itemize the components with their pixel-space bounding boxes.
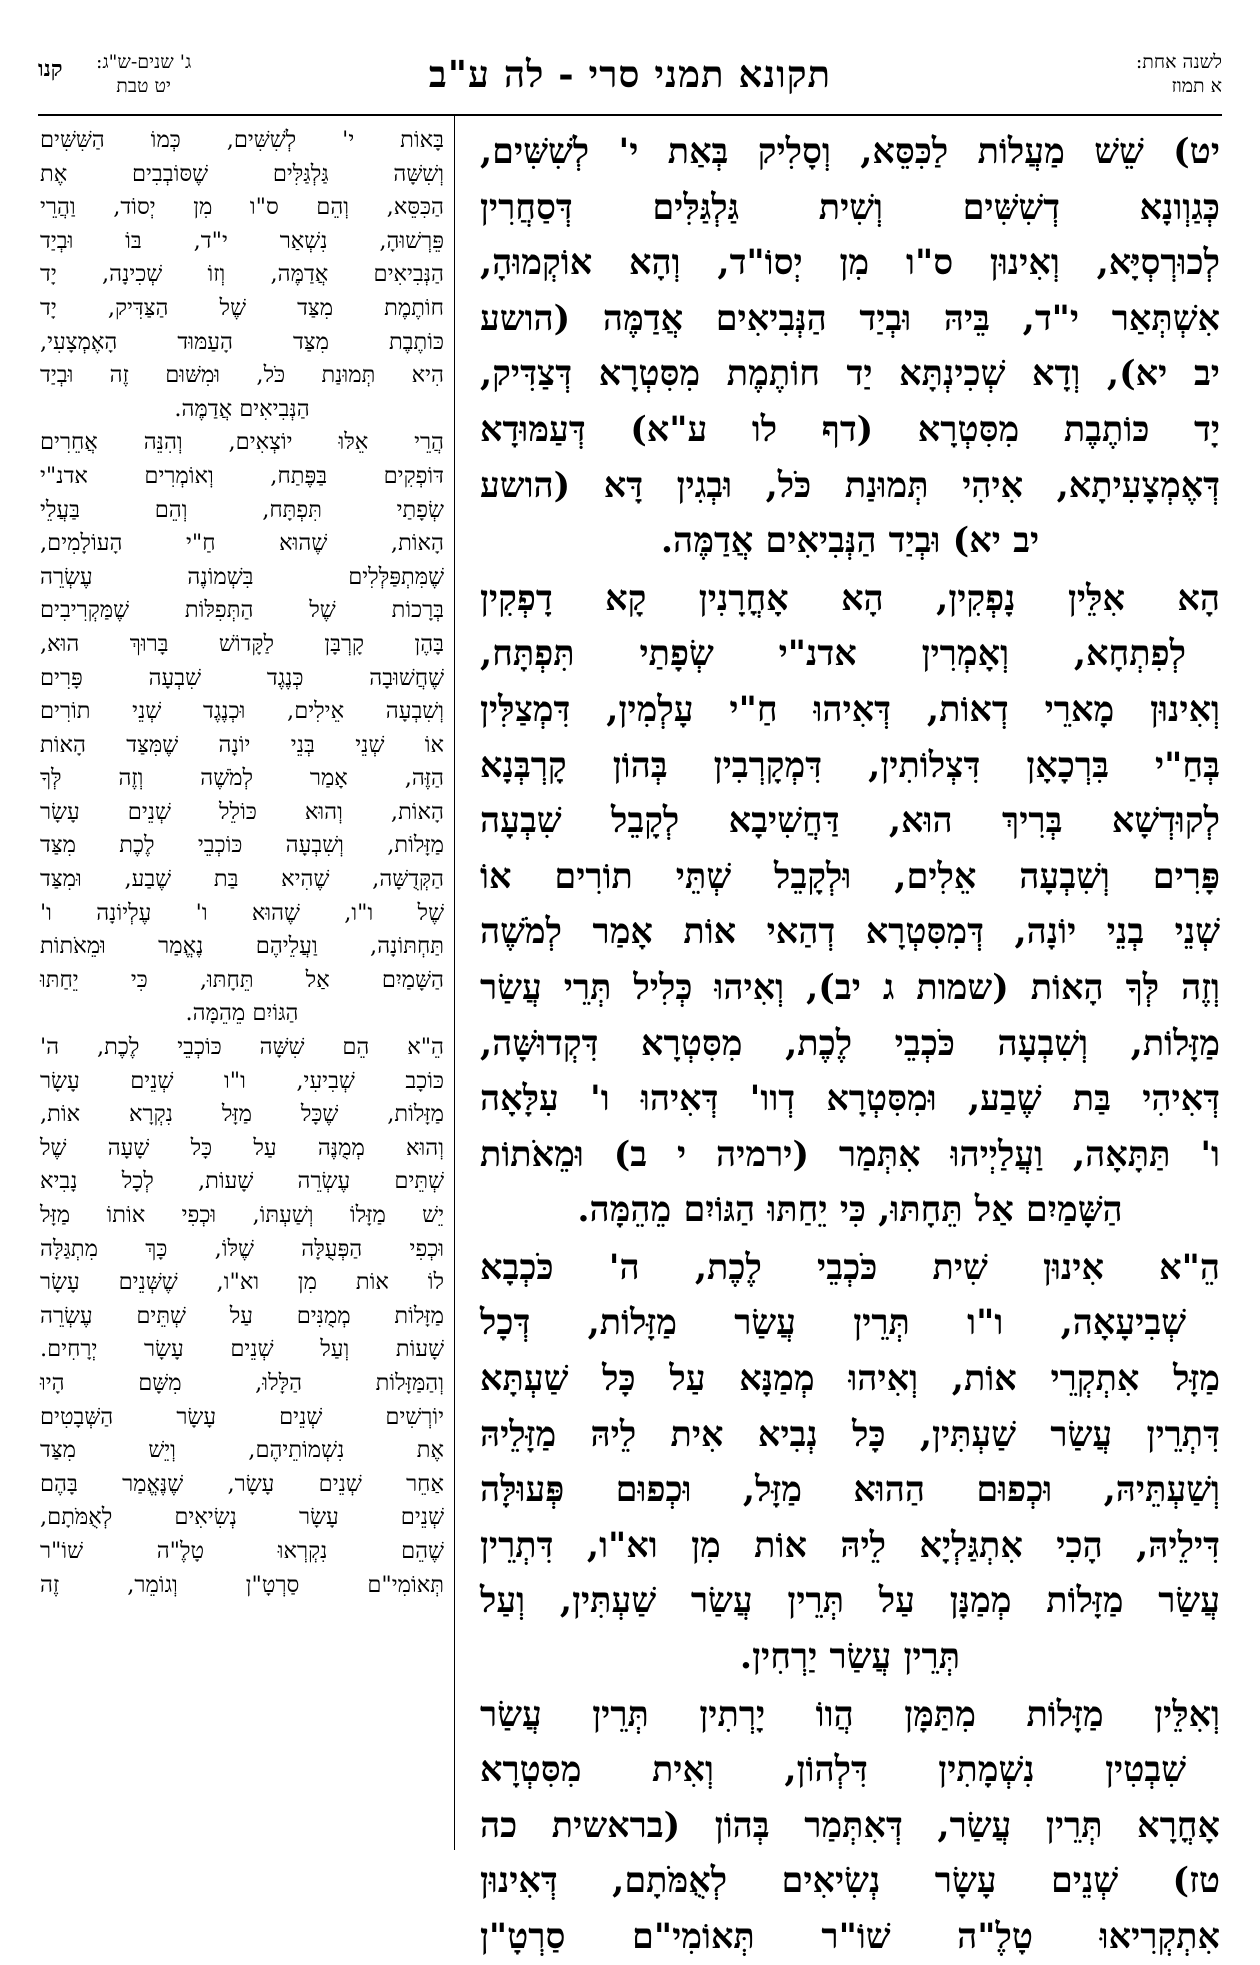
commentary-line: אַחֵר שְׁנֵים עָשָׂר, שֶׁנֶּאֱמַר בָּהֶם [40,1470,444,1497]
main-text-line: לְכוּרְסְיָּא, וְאִינוּן ס"ו מִן יְסוֹ"ד, וְהָא אוֹקְמוּהָ, [480,242,1220,284]
main-text-line: וְאִינוּן מָארֵי דְאוֹת, דְּאִיהוּ חַ"י עָלְמִין, דִּמְצַלִּין [480,688,1220,730]
main-text-line: אִתְקְרִיאוּ טָלֶ"ה שׁוֹ"ר תְּאוֹמִי"ם סַרְטָ"ן [480,1916,1220,1957]
page-number: קנו [38,56,63,82]
commentary-line: דּוֹפְקִים בַּפֶּתַח, וְאוֹמְרִים אדנ"י [40,462,444,489]
commentary-line: וְהַמַּזָּלוֹת הַלָּלוּ, מִשָּׁם הָיוּ [40,1369,444,1396]
main-text-line: שְׁנֵי בְנֵי יוֹנָה, דְּמִסִּטְרָא דְהַאי אוֹת אָמַר לְמֹשֶׁה [480,911,1220,953]
main-text-line: טז) שְׁנֵים עָשָׂר נְשִׂיאִים לְאֻמֹּתָם, דְּאִינוּן [480,1860,1220,1902]
main-text-line: לְקוּדְשָׁא בְּרִיךְ הוּא, דַּחֲשִׁיבָא לְקָבֵל שִׁבְעָה [480,800,1220,842]
main-text-line: ו' תַּתָּאָה, וַעֲלַיְיהוּ אִתְּמַר (ירמיה י ב) וּמֵאֹתוֹת [480,1133,1220,1175]
main-text-line: וְאִלֵּין מַזָּלוֹת מִתַּמָּן הֲווֹ יָרְתִין תְּרֵין עֲשַׂר [480,1693,1220,1735]
main-text-line: הֵ"א אִינוּן שִׁית כֹּכְבֵי לֶכֶת, ה' כֹּכְבָא [480,1246,1220,1288]
main-text-line: כְּגַוְונָא דְשִׁשִּׁים וְשִׁית גַּלְגַּלִּים דְּסַחֲרִין [480,186,1220,228]
main-text-line: הָא אִלֵּין נָפְקִין, הָא אָחֳרָנִין קָא דָפְקִין [480,577,1220,619]
main-text-line: בְּחַ"י בִּרְכָאָן דִּצְלוֹתִין, דִּמְקָרְבִין בְּהוֹן קָרְבְּנָא [480,744,1220,786]
main-text-line: מַזָּל אִתְקְרֵי אוֹת, וְאִיהוּ מְמַנָּא עַל כָּל שַׁעְתָּא [480,1358,1220,1400]
commentary-line: וּכְפִי הַפְּעֻלָּה שֶׁלּוֹ, כָּךְ מִתְגַּלָּה [40,1235,444,1262]
commentary-line: מַזָּלוֹת, וְשִׁבְעָה כּוֹכְבֵי לֶכֶת מִצַּד [40,832,444,859]
commentary-line: הַנְּבִיאִים אֲדַמֶּה, וְזוֹ שְׁכִינָה, יָד [40,261,444,288]
commentary-line: אֶת נִשְׁמוֹתֵיהֶם, וְיֵשׁ מִצַּד [40,1437,444,1464]
commentary-line: וְשִׁשָּׁה גַּלְגַּלִּים שֶׁסּוֹבְבִים אֶת [40,160,444,187]
commentary-line: לוֹ אוֹת מִן וא"ו, שֶׁשְּׁנֵים עָשָׂר [40,1269,444,1296]
main-text-line: מַזָּלוֹת, וְשִׁבְעָה כֹּכְבֵי לֶכֶת, מִסִּטְרָא דִּקְדוּשָּׁה, [480,1022,1220,1064]
commentary-line: מַזָּלוֹת, שֶׁכָּל מַזָּל נִקְרָא אוֹת, [40,1101,444,1128]
commentary-line: וְהוּא מְמֻנֶּה עַל כָּל שָׁעָה שֶׁל [40,1134,444,1161]
commentary-line: הַכִּסֵּא, וְהֵם ס"ו מִן יְסוֹד, וַהֲרֵי [40,194,444,221]
main-text-line: אָחֳרָא תְּרֵין עֲשַׂר, דְּאִתְּמַר בְּהוֹן (בראשית כה [480,1804,1220,1846]
main-text-line: אִשְׁתְּאַר י"ד, בֵּיהּ וּבְיַד הַנְּבִיאִים אֲדַמֶּה (הושע [480,297,1220,339]
page-title: תקונא תמני סרי - לה ע"ב [428,52,832,96]
commentary-line: שֶׁל ו"ו, שֶׁהוּא ו' עֶלְיוֹנָה ו' [40,899,444,926]
main-text-line: לְפִתְחָא, וְאָמְרִין אדנ"י שְׂפָתַי תִּפְתָּח, [480,633,1186,675]
commentary-line: בָּהֶן קָרְבָּן לַקָּדוֹשׁ בָּרוּךְ הוּא, [40,630,444,657]
commentary-line: הַקְּדֻשָּׁה, שֶׁהִיא בַּת שֶׁבַע, וּמִצַּד [40,866,444,893]
commentary-line: פֵּרְשׁוּהָ, נִשְׁאַר י"ד, בּוֹ וּבְיַד [40,227,444,254]
commentary-line: שְׁתֵּים עֶשְׂרֵה שָׁעוֹת, לְכָל נָבִיא [40,1168,444,1195]
main-text-line: דִּתְרֵין עֲשַׂר שַׁעְתִּין, כָּל נְבִיא אִית לֵיהּ מַזָּלֵיהּ [480,1413,1220,1455]
commentary-line: יוֹרְשִׁים שְׁנֵים עָשָׂר הַשְּׁבָטִים [40,1403,444,1430]
main-text-line: דְּאֶמְצָעִיתָא, אִיהִי תְּמוּנַת כֹּל, וּבְגִין דָּא (הושע [480,464,1220,506]
commentary-line: הָאוֹת, שֶׁהוּא חַ"י הָעוֹלָמִים, [40,530,444,557]
main-text-line: שְׁבִיעָאָה, ו"ו תְּרֵין עֲשַׂר מַזָּלוֹת, דְּכָל [480,1302,1186,1344]
commentary-line: הֲרֵי אֵלּוּ יוֹצְאִים, וְהִנֵּה אֲחֵרִים [40,429,444,456]
commentary-line: חוֹתֶמֶת מִצַּד שֶׁל הַצַּדִּיק, יָד [40,294,444,321]
commentary-line: הֵ"א הֵם שִׁשָּׁה כּוֹכְבֵי לֶכֶת, ה' [40,1034,444,1061]
header-schedule-date: א תמוז [1171,75,1222,97]
commentary-line: שֶׁמִּתְפַּלְּלִים בִּשְׁמוֹנֶה עֶשְׂרֵה [40,563,444,590]
commentary-line: הַנְּבִיאִים אֲדַמֶּה. [174,395,310,422]
main-text-line: תְּרֵין עֲשַׂר יַרְחִין. [739,1636,961,1678]
main-text-line: שִׁבְטִין נִשְׁמָתִין דִּלְהוֹן, וְאִית מִסִּטְרָא [480,1749,1186,1791]
main-text-line: יב יא) וּבְיַד הַנְּבִיאִים אֲדַמֶּה. [660,520,1040,562]
commentary-line: כּוֹכָב שְׁבִיעִי, ו"ו שְׁנֵים עָשָׂר [40,1067,444,1094]
commentary-line: יֵשׁ מַזָּלוֹ וְשַׁעְתּוֹ, וּכְפִי אוֹתוֹ מַזָּל [40,1202,444,1228]
main-text-line: דִּילֵיהּ, הָכִי אִתְגַּלְיָא לֵיהּ אוֹת מִן וא"ו, דִּתְרֵין [480,1524,1220,1566]
header-schedule-date-alt: יט טבת [116,75,171,97]
main-text-line: דְּאִיהִי בַּת שֶׁבַע, וּמִסִּטְרָא דְוו' דְּאִיהוּ ו' עִלָּאָה [480,1078,1220,1120]
commentary-line: שֶׁהֵם נִקְרְאוּ טָלֶ"ה שׁוֹ"ר [40,1537,444,1564]
main-text-line: יָד כּוֹתֶבֶת מִסִּטְרָא (דף לו ע"א) דְּעַמּוּדָא [480,408,1220,450]
header-schedule-label-alt: ג' שנים-ש"ג: [96,51,192,73]
commentary-line: הַזֶּה, אָמַר לְמֹשֶׁה וְזֶה לְּךָ [40,765,444,792]
header-divider [38,114,1222,116]
column-divider [454,116,455,1850]
commentary-line: תַּחְתּוֹנָה, וַעֲלֵיהֶם נֶאֱמַר וּמֵאֹתוֹת [40,933,444,960]
commentary-line: בְּרָכוֹת שֶׁל הַתְּפִלּוֹת שֶׁמַּקְרִיבִים [40,597,444,624]
main-text-line: יב יא), וְדָא שְׁכִינְתָּא יַד חוֹתֶמֶת מִסִּטְרָא דְּצַדִּיק, [480,353,1220,395]
commentary-column [40,124,444,1854]
commentary-line: כּוֹתֶבֶת מִצַּד הָעַמּוּד הָאֶמְצָעִי, [40,328,444,355]
main-text-line: וְזֶה לְּךָ הָאוֹת (שמות ג יב), וְאִיהוּ כְּלִיל תְּרֵי עֲשַׂר [480,966,1220,1008]
commentary-line: הָאוֹת, וְהוּא כּוֹלֵל שְׁנֵים עָשָׂר [40,798,444,825]
commentary-line: וְשִׁבְעָה אֵילִים, וּכְנֶגֶד שְׁנֵי תוֹרִים [40,698,444,725]
commentary-line: מַזָּלוֹת מְמֻנִּים עַל שְׁתֵּים עֶשְׂרֵה [40,1302,444,1329]
commentary-line: הִיא תְּמוּנַת כֹּל, וּמִשּׁוּם זֶה וּבְיַד [40,362,444,389]
main-text-line: פָּרִים וְשִׁבְעָה אֵלִים, וּלְקָבֵל שְׁתֵּי תוֹרִים אוֹ [480,855,1220,897]
commentary-line: שְׂפָתַי תִּפְתָּח, וְהֵם בַּעֲלֵי [40,496,444,523]
commentary-line: הַשָּׁמַיִם אַל תֵּחָתּוּ, כִּי יֵחַתּוּ [40,966,444,993]
commentary-line: אוֹ שְׁנֵי בְּנֵי יוֹנָה שֶׁמִּצַּד הָאוֹת [40,731,444,758]
main-text-column [480,124,1220,1957]
main-text-line: הַשָּׁמַיִם אַל תֵּחָתּוּ, כִּי יֵחַתּוּ הַגּוֹיִם מֵהֵמָּה. [577,1189,1123,1231]
commentary-line: שְׁנֵים עָשָׂר נְשִׂיאִים לְאֻמֹּתָם, [40,1504,444,1531]
commentary-line: בָּאוֹת י' לְשִׁשִּׁים, כְּמוֹ הַשִּׁשִּׁים [40,127,444,153]
commentary-line: הַגּוֹיִם מֵהֵמָּה. [185,1000,299,1027]
header-reading-schedule-three-years [96,50,191,98]
commentary-line: שָׁעוֹת וְעַל שְׁנֵים עָשָׂר יְרָחִים. [40,1336,444,1363]
main-text-line: יט) שֵׁשׁ מַעֲלוֹת לַכִּסֵּא, וְסָלִיק בְּאַת י' לְשִׁשִּׁים, [480,131,1220,172]
commentary-line: שֶׁחֲשׁוּבָה כְּנֶגֶד שִׁבְעָה פָּרִים [40,664,444,691]
page-header [38,48,1222,112]
main-text-line: וְשַׁעְתֵּיהּ, וּכְפוּם הַהוּא מַזָּל, וּכְפוּם פְּעוּלָּה [480,1469,1220,1511]
header-schedule-label: לשנה אחת: [1135,51,1222,73]
main-text-line: עֲשַׂר מַזָּלוֹת מְמַנָּן עַל תְּרֵין עֲשַׂר שַׁעְתִּין, וְעַל [480,1580,1220,1622]
commentary-line: תְּאוֹמִי"ם סַרְטָ"ן וְגוֹמֵר, זֶה [40,1571,444,1598]
